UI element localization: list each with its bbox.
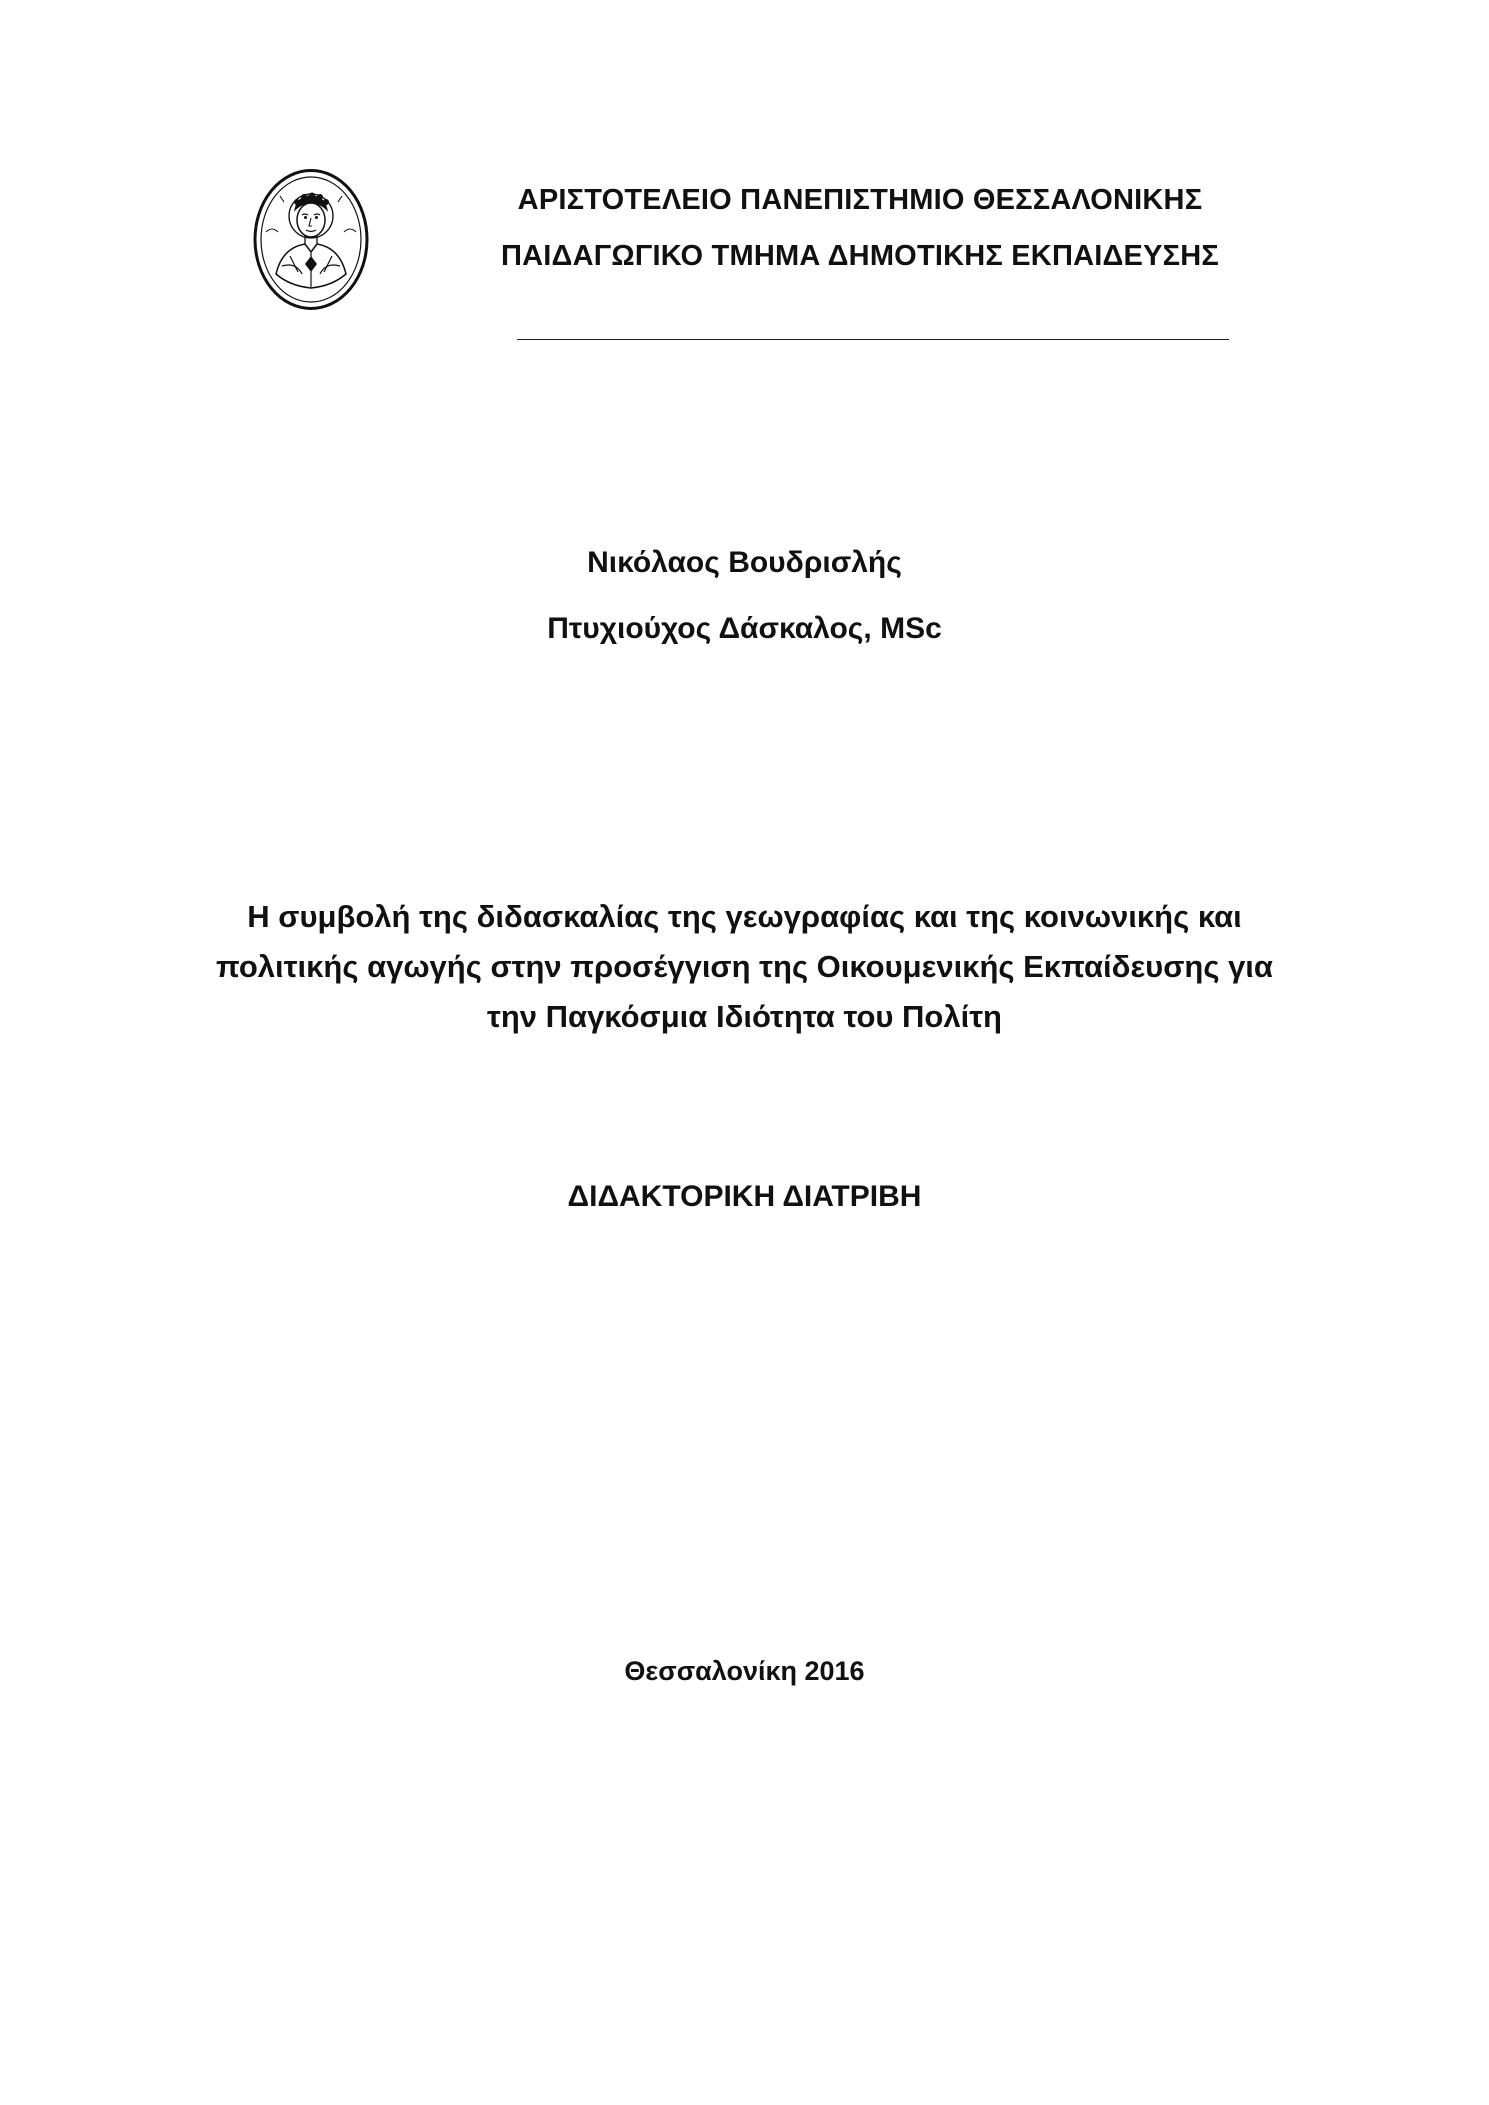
thesis-title-line: πολιτικής αγωγής στην προσέγγιση της Οικουμενικής Εκπαίδευσης για — [216, 949, 1273, 984]
header-divider — [517, 339, 1229, 340]
department-name: ΠΑΙΔΑΓΩΓΙΚΟ ΤΜΗΜΑ ΔΗΜΟΤΙΚΗΣ ΕΚΠΑΙΔΕΥΣΗΣ — [501, 240, 1219, 272]
thesis-title-line: την Παγκόσμια Ιδιότητα του Πολίτη — [487, 999, 1002, 1034]
university-seal-icon — [252, 168, 370, 311]
place-and-year: Θεσσαλονίκη 2016 — [624, 1656, 865, 1686]
author-qualification: Πτυχιούχος Δάσκαλος, MSc — [547, 612, 942, 645]
author-name: Νικόλαος Βουδρισλής — [587, 546, 902, 579]
university-name: ΑΡΙΣΤΟΤΕΛΕΙΟ ΠΑΝΕΠΙΣΤΗΜΙΟ ΘΕΣΣΑΛΟΝΙΚΗΣ — [517, 184, 1203, 216]
thesis-title-line: Η συμβολή της διδασκαλίας της γεωγραφίας και της κοινωνικής και — [247, 899, 1242, 934]
thesis-type: ΔΙΔΑΚΤΟΡΙΚΗ ΔΙΑΤΡΙΒΗ — [567, 1180, 922, 1213]
thesis-title — [200, 892, 1289, 1042]
